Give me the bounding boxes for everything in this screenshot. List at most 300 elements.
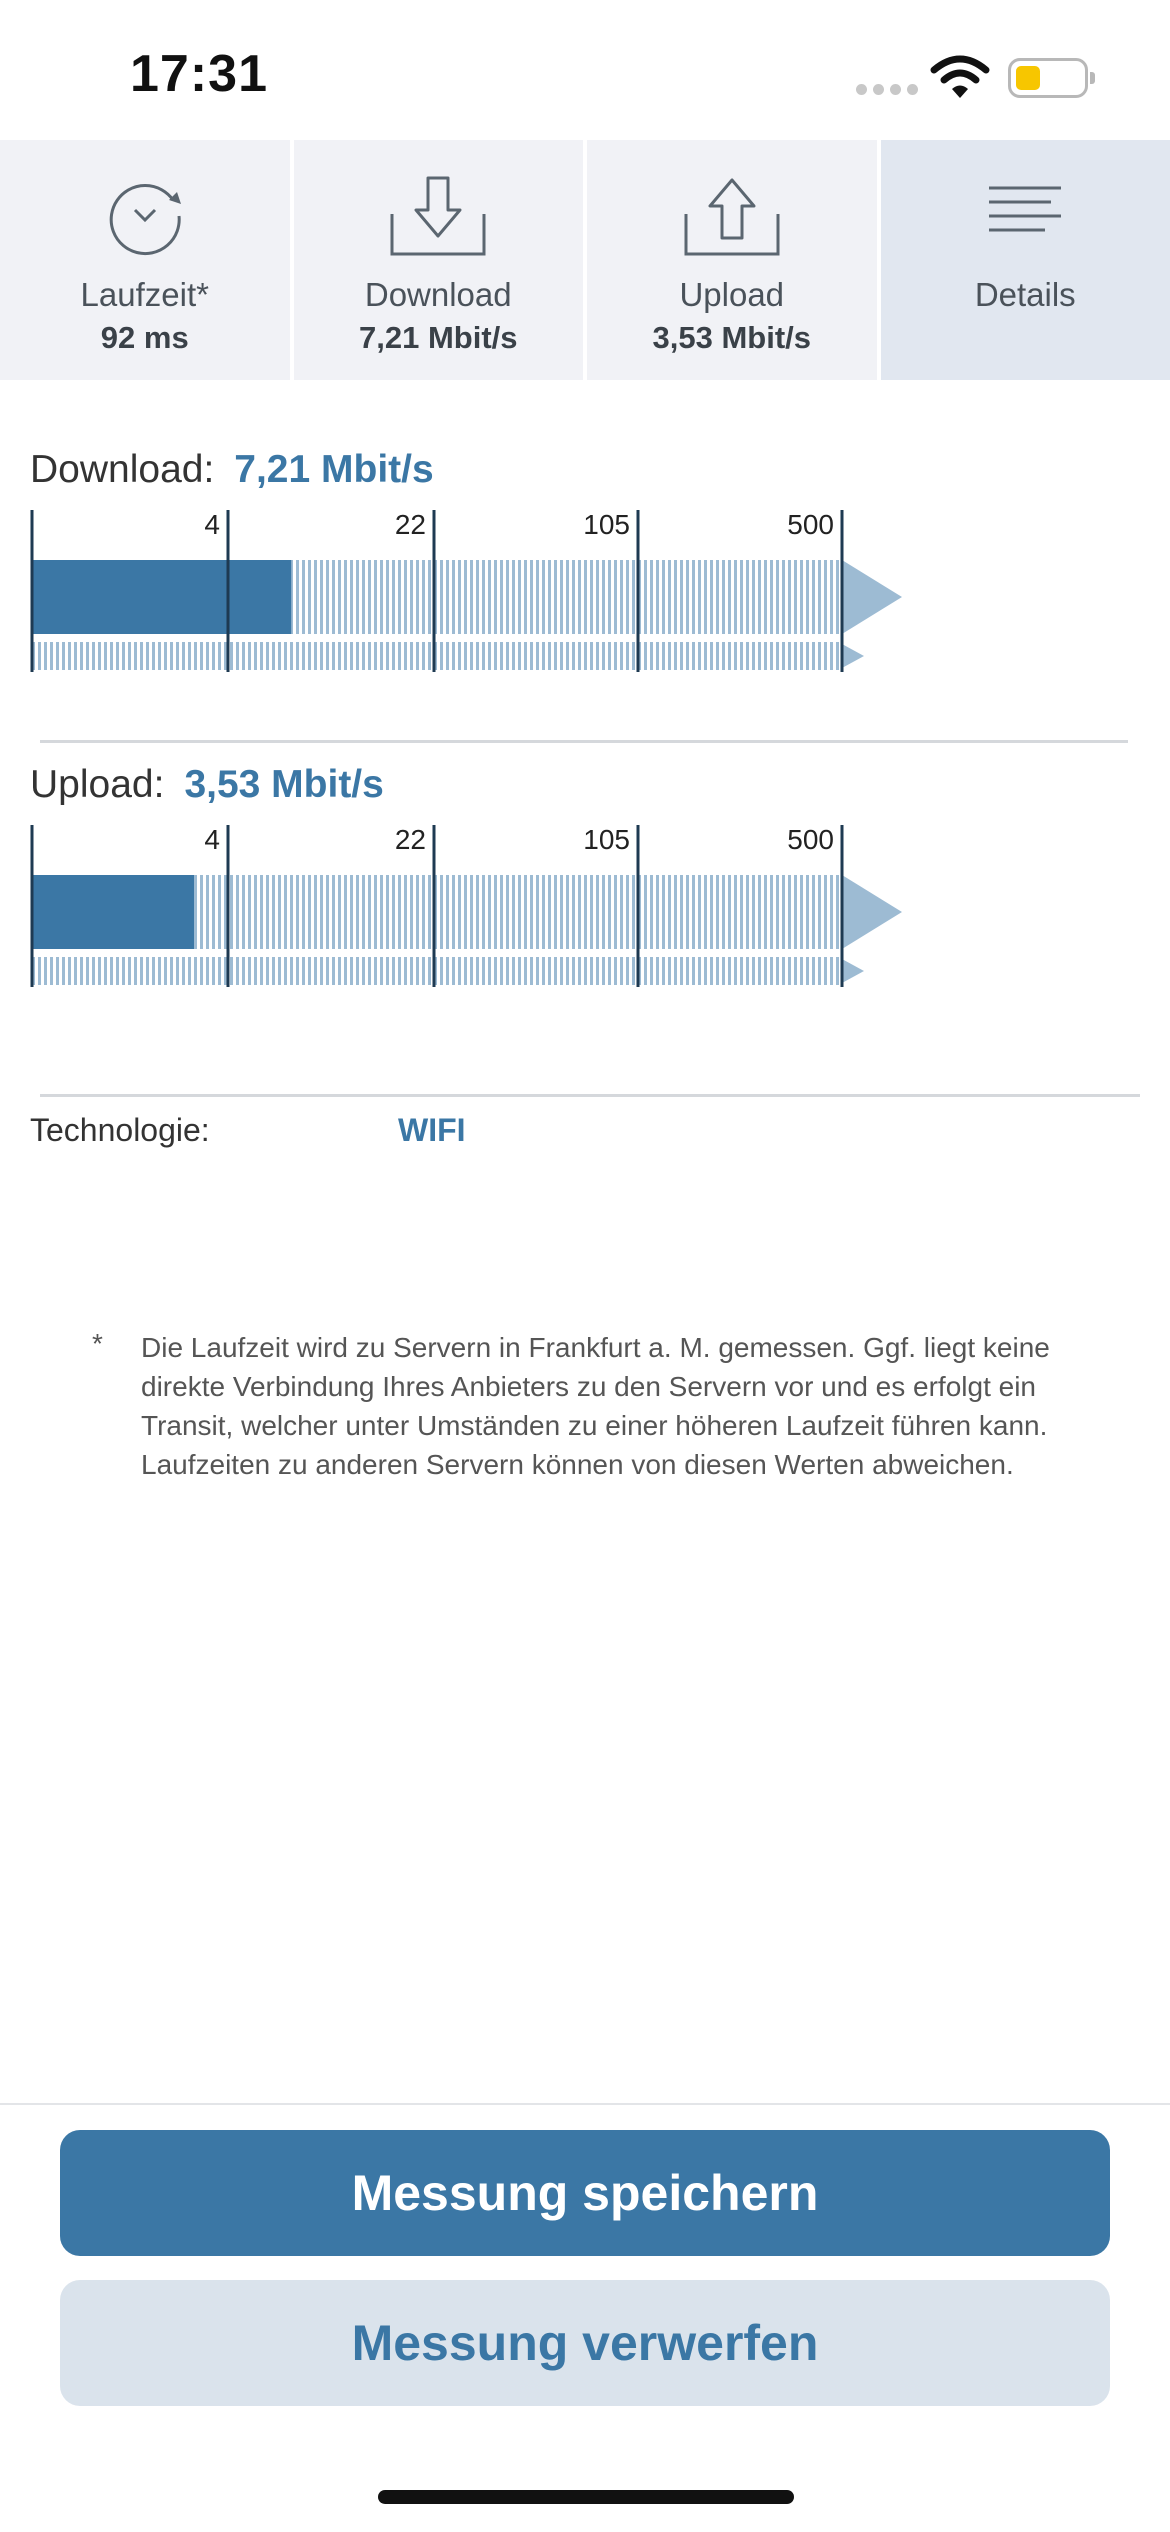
strip-stripe xyxy=(476,642,479,670)
strip-stripe xyxy=(464,957,467,985)
strip-stripe xyxy=(308,957,311,985)
bar-stripe xyxy=(596,875,599,949)
strip-stripe xyxy=(284,957,287,985)
upload-speed-bar xyxy=(30,825,930,995)
strip-stripe xyxy=(422,957,425,985)
strip-stripe xyxy=(230,957,233,985)
strip-stripe xyxy=(476,957,479,985)
strip-stripe xyxy=(752,957,755,985)
bar-stripe xyxy=(818,875,821,949)
strip-stripe xyxy=(320,642,323,670)
strip-stripe xyxy=(566,642,569,670)
strip-stripe xyxy=(518,957,521,985)
bar-stripe xyxy=(464,560,467,634)
strip-stripe xyxy=(140,957,143,985)
strip-stripe xyxy=(194,642,197,670)
strip-stripe xyxy=(212,642,215,670)
strip-stripe xyxy=(806,957,809,985)
bar-stripe xyxy=(752,875,755,949)
bar-stripe xyxy=(614,560,617,634)
strip-stripe xyxy=(608,957,611,985)
download-speed-bar xyxy=(30,510,930,680)
bar-stripe xyxy=(302,875,305,949)
bar-stripe xyxy=(686,560,689,634)
strip-stripe xyxy=(392,642,395,670)
strip-stripe xyxy=(446,957,449,985)
strip-stripe xyxy=(716,642,719,670)
bar-stripe xyxy=(416,875,419,949)
bar-stripe xyxy=(602,560,605,634)
strip-stripe xyxy=(218,642,221,670)
bar-stripe xyxy=(602,875,605,949)
strip-stripe xyxy=(248,642,251,670)
bar-stripe xyxy=(572,560,575,634)
strip-stripe xyxy=(806,642,809,670)
technology-value: WIFI xyxy=(398,1112,466,1148)
bar-stripe xyxy=(560,560,563,634)
bar-arrow xyxy=(842,875,902,949)
strip-stripe xyxy=(692,642,695,670)
strip-stripe xyxy=(92,957,95,985)
strip-stripe xyxy=(182,957,185,985)
bar-stripe xyxy=(722,875,725,949)
upload-icon xyxy=(682,176,782,256)
bar-stripe xyxy=(668,560,671,634)
strip-stripe xyxy=(80,642,83,670)
bar-stripe xyxy=(446,875,449,949)
bar-stripe xyxy=(584,560,587,634)
strip-stripe xyxy=(98,957,101,985)
bar-stripe xyxy=(788,875,791,949)
bar-stripe xyxy=(326,560,329,634)
bar-stripe xyxy=(320,875,323,949)
strip-stripe xyxy=(788,957,791,985)
bar-stripe xyxy=(566,560,569,634)
strip-stripe xyxy=(698,957,701,985)
bar-stripe xyxy=(308,560,311,634)
strip-stripe xyxy=(248,957,251,985)
strip-stripe xyxy=(146,642,149,670)
bar-stripe xyxy=(668,875,671,949)
strip-stripe xyxy=(776,642,779,670)
strip-stripe xyxy=(692,957,695,985)
bar-stripe xyxy=(404,560,407,634)
bar-stripe xyxy=(290,875,293,949)
strip-stripe xyxy=(338,642,341,670)
tab-download[interactable] xyxy=(294,140,584,380)
strip-stripe xyxy=(110,957,113,985)
bar-stripe xyxy=(344,560,347,634)
bar-stripe xyxy=(254,875,257,949)
strip-stripe xyxy=(86,957,89,985)
strip-stripe xyxy=(680,642,683,670)
strip-stripe xyxy=(308,642,311,670)
bar-stripe xyxy=(500,875,503,949)
download-icon xyxy=(388,176,488,256)
bar-stripe xyxy=(494,875,497,949)
strip-stripe xyxy=(158,957,161,985)
strip-stripe xyxy=(584,957,587,985)
bar-stripe xyxy=(800,875,803,949)
bar-stripe xyxy=(314,875,317,949)
tab-upload[interactable] xyxy=(587,140,877,380)
strip-stripe xyxy=(332,642,335,670)
strip-stripe xyxy=(326,642,329,670)
bar-stripe xyxy=(524,560,527,634)
strip-stripe xyxy=(440,642,443,670)
bar-stripe xyxy=(764,560,767,634)
strip-stripe xyxy=(512,957,515,985)
strip-stripe xyxy=(158,642,161,670)
bar-stripe xyxy=(836,560,839,634)
bar-stripe xyxy=(488,875,491,949)
strip-stripe xyxy=(686,957,689,985)
strip-stripe xyxy=(272,957,275,985)
strip-stripe xyxy=(242,642,245,670)
strip-stripe xyxy=(464,642,467,670)
strip-stripe xyxy=(368,957,371,985)
strip-stripe xyxy=(470,957,473,985)
strip-stripe xyxy=(506,642,509,670)
bar-stripe xyxy=(512,875,515,949)
strip-stripe xyxy=(314,957,317,985)
bar-stripe xyxy=(776,560,779,634)
strip-stripe xyxy=(794,642,797,670)
strip-stripe xyxy=(218,957,221,985)
strip-stripe xyxy=(512,642,515,670)
strip-stripe xyxy=(398,642,401,670)
strip-stripe xyxy=(518,642,521,670)
strip-stripe xyxy=(656,957,659,985)
bar-stripe xyxy=(206,875,209,949)
tab-value: 7,21 Mbit/s xyxy=(359,320,518,355)
strip-stripe xyxy=(782,957,785,985)
bar-stripe xyxy=(614,875,617,949)
strip-stripe xyxy=(230,642,233,670)
strip-stripe xyxy=(362,957,365,985)
home-indicator[interactable] xyxy=(378,2490,794,2504)
strip-stripe xyxy=(134,957,137,985)
bar-stripe xyxy=(674,560,677,634)
bar-fill xyxy=(32,875,194,949)
strip-stripe xyxy=(74,642,77,670)
strip-stripe xyxy=(440,957,443,985)
bar-stripe xyxy=(650,560,653,634)
bar-stripe xyxy=(374,560,377,634)
bar-stripe xyxy=(740,875,743,949)
bar-stripe xyxy=(578,560,581,634)
upload-value: 3,53 Mbit/s xyxy=(184,763,384,806)
bar-stripe xyxy=(608,875,611,949)
bar-stripe xyxy=(782,875,785,949)
bar-stripe xyxy=(794,875,797,949)
strip-stripe xyxy=(524,957,527,985)
bar-stripe xyxy=(812,560,815,634)
strip-stripe xyxy=(542,642,545,670)
strip-stripe xyxy=(644,642,647,670)
bar-stripe xyxy=(398,875,401,949)
strip-stripe xyxy=(680,957,683,985)
bar-arrow xyxy=(842,560,902,634)
bar-stripe xyxy=(458,560,461,634)
strip-stripe xyxy=(752,642,755,670)
strip-stripe xyxy=(458,957,461,985)
strip-stripe xyxy=(836,957,839,985)
strip-stripe xyxy=(830,642,833,670)
strip-stripe xyxy=(740,957,743,985)
strip-stripe xyxy=(554,957,557,985)
footnote-marker: * xyxy=(92,1328,103,1359)
strip-stripe xyxy=(104,957,107,985)
strip-stripe xyxy=(560,957,563,985)
tab-value: 92 ms xyxy=(100,320,189,355)
strip-stripe xyxy=(212,957,215,985)
strip-stripe xyxy=(650,957,653,985)
strip-stripe xyxy=(602,957,605,985)
technology-label: Technologie: xyxy=(30,1112,210,1148)
bar-stripe xyxy=(590,875,593,949)
strip-stripe xyxy=(344,957,347,985)
strip-stripe xyxy=(632,642,635,670)
strip-stripe xyxy=(662,957,665,985)
strip-stripe xyxy=(236,957,239,985)
tab-laufzeit[interactable] xyxy=(0,140,290,380)
strip-stripe xyxy=(296,642,299,670)
strip-stripe xyxy=(344,642,347,670)
strip-stripe xyxy=(200,642,203,670)
bar-stripe xyxy=(560,875,563,949)
strip-stripe xyxy=(44,642,47,670)
bar-stripe xyxy=(548,560,551,634)
strip-stripe xyxy=(428,957,431,985)
strip-stripe xyxy=(86,642,89,670)
bar-stripe xyxy=(632,560,635,634)
bar-stripe xyxy=(596,560,599,634)
strip-stripe xyxy=(662,642,665,670)
bar-stripe xyxy=(374,875,377,949)
bar-stripe xyxy=(788,560,791,634)
strip-stripe xyxy=(458,642,461,670)
strip-stripe xyxy=(722,957,725,985)
tab-details[interactable] xyxy=(881,140,1170,380)
strip-stripe xyxy=(206,957,209,985)
bar-stripe xyxy=(266,875,269,949)
strip-arrow xyxy=(842,644,864,668)
bar-stripe xyxy=(272,875,275,949)
strip-stripe xyxy=(80,957,83,985)
bar-stripe xyxy=(680,560,683,634)
bar-stripe xyxy=(836,875,839,949)
bar-stripe xyxy=(716,560,719,634)
strip-stripe xyxy=(410,642,413,670)
bar-stripe xyxy=(542,875,545,949)
strip-stripe xyxy=(668,642,671,670)
strip-stripe xyxy=(128,642,131,670)
strip-stripe xyxy=(416,957,419,985)
strip-stripe xyxy=(722,642,725,670)
strip-stripe xyxy=(758,957,761,985)
strip-stripe xyxy=(176,957,179,985)
bar-stripe xyxy=(824,875,827,949)
strip-stripe xyxy=(578,642,581,670)
bar-stripe xyxy=(236,875,239,949)
strip-stripe xyxy=(482,642,485,670)
strip-stripe xyxy=(278,957,281,985)
scale-tick-label: 500 xyxy=(787,825,834,855)
strip-stripe xyxy=(452,642,455,670)
bar-stripe xyxy=(500,560,503,634)
strip-stripe xyxy=(338,957,341,985)
bar-stripe xyxy=(776,875,779,949)
strip-stripe xyxy=(242,957,245,985)
bar-stripe xyxy=(398,560,401,634)
bar-stripe xyxy=(620,875,623,949)
strip-stripe xyxy=(50,957,53,985)
bar-stripe xyxy=(278,875,281,949)
strip-stripe xyxy=(614,957,617,985)
strip-stripe xyxy=(122,957,125,985)
bar-stripe xyxy=(812,875,815,949)
save-measurement-button[interactable]: Messung speichern xyxy=(60,2130,1110,2256)
strip-stripe xyxy=(590,642,593,670)
strip-stripe xyxy=(734,957,737,985)
bar-stripe xyxy=(656,560,659,634)
strip-stripe xyxy=(194,957,197,985)
bar-stripe xyxy=(410,560,413,634)
bar-stripe xyxy=(800,560,803,634)
bar-stripe xyxy=(230,875,233,949)
strip-stripe xyxy=(494,957,497,985)
footnote-text: Die Laufzeit wird zu Servern in Frankfurt a. M. gemessen. Ggf. liegt keine direkte Verbindung Ihres Anbieters zu den Servern vor und es erfolgt ein Transit, welcher unter Umständen zu einer höheren Laufzeit führen kann. Laufzeiten zu anderen Servern können von diesen Werten abweichen. xyxy=(141,1332,1050,1480)
battery-icon xyxy=(1008,58,1088,98)
strip-stripe xyxy=(188,957,191,985)
strip-stripe xyxy=(374,642,377,670)
bar-stripe xyxy=(548,875,551,949)
strip-stripe xyxy=(620,642,623,670)
bar-stripe xyxy=(260,875,263,949)
bar-stripe xyxy=(302,560,305,634)
bar-stripe xyxy=(818,560,821,634)
bar-stripe xyxy=(608,560,611,634)
strip-stripe xyxy=(824,642,827,670)
strip-stripe xyxy=(812,642,815,670)
bar-stripe xyxy=(386,875,389,949)
bar-stripe xyxy=(482,560,485,634)
strip-stripe xyxy=(698,642,701,670)
bar-stripe xyxy=(242,875,245,949)
strip-stripe xyxy=(572,957,575,985)
strip-stripe xyxy=(92,642,95,670)
strip-stripe xyxy=(794,957,797,985)
bar-stripe xyxy=(296,875,299,949)
bar-stripe xyxy=(428,560,431,634)
strip-stripe xyxy=(824,957,827,985)
strip-stripe xyxy=(590,957,593,985)
download-value: 7,21 Mbit/s xyxy=(234,448,434,491)
bar-stripe xyxy=(308,875,311,949)
scale-tick-label: 105 xyxy=(583,825,630,855)
bar-stripe xyxy=(734,560,737,634)
strip-stripe xyxy=(728,957,731,985)
bar-stripe xyxy=(734,875,737,949)
strip-stripe xyxy=(392,957,395,985)
strip-stripe xyxy=(116,957,119,985)
strip-stripe xyxy=(116,642,119,670)
strip-stripe xyxy=(596,957,599,985)
bar-stripe xyxy=(530,875,533,949)
strip-stripe xyxy=(416,642,419,670)
tab-label: Laufzeit* xyxy=(80,276,209,313)
bar-stripe xyxy=(494,560,497,634)
bar-stripe xyxy=(332,875,335,949)
strip-stripe xyxy=(404,957,407,985)
strip-stripe xyxy=(386,642,389,670)
divider xyxy=(40,740,1128,743)
bar-stripe xyxy=(212,875,215,949)
bar-stripe xyxy=(704,875,707,949)
upload-label: Upload: xyxy=(30,763,165,806)
divider xyxy=(40,1094,1140,1097)
bar-stripe xyxy=(662,560,665,634)
bar-stripe xyxy=(470,875,473,949)
strip-stripe xyxy=(656,642,659,670)
strip-stripe xyxy=(818,642,821,670)
strip-stripe xyxy=(236,642,239,670)
strip-stripe xyxy=(668,957,671,985)
bar-stripe xyxy=(488,560,491,634)
strip-stripe xyxy=(182,642,185,670)
strip-stripe xyxy=(488,642,491,670)
bar-stripe xyxy=(722,560,725,634)
strip-stripe xyxy=(812,957,815,985)
bar-stripe xyxy=(464,875,467,949)
strip-stripe xyxy=(290,957,293,985)
strip-stripe xyxy=(284,642,287,670)
bar-stripe xyxy=(566,875,569,949)
strip-stripe xyxy=(278,642,281,670)
strip-stripe xyxy=(608,642,611,670)
bar-stripe xyxy=(422,560,425,634)
strip-stripe xyxy=(596,642,599,670)
bar-stripe xyxy=(368,560,371,634)
bar-stripe xyxy=(632,875,635,949)
strip-stripe xyxy=(788,642,791,670)
strip-stripe xyxy=(68,642,71,670)
strip-stripe xyxy=(776,957,779,985)
strip-stripe xyxy=(530,642,533,670)
bar-stripe xyxy=(284,875,287,949)
bar-stripe xyxy=(440,560,443,634)
strip-stripe xyxy=(362,642,365,670)
strip-stripe xyxy=(98,642,101,670)
bar-stripe xyxy=(716,875,719,949)
strip-stripe xyxy=(758,642,761,670)
bar-stripe xyxy=(620,560,623,634)
bar-stripe xyxy=(536,560,539,634)
strip-stripe xyxy=(398,957,401,985)
bar-stripe xyxy=(572,875,575,949)
strip-stripe xyxy=(728,642,731,670)
strip-stripe xyxy=(428,642,431,670)
strip-stripe xyxy=(764,642,767,670)
strip-stripe xyxy=(626,642,629,670)
bar-stripe xyxy=(446,560,449,634)
discard-measurement-button[interactable]: Messung verwerfen xyxy=(60,2280,1110,2406)
strip-stripe xyxy=(290,642,293,670)
bar-stripe xyxy=(542,560,545,634)
bar-stripe xyxy=(680,875,683,949)
strip-stripe xyxy=(254,642,257,670)
